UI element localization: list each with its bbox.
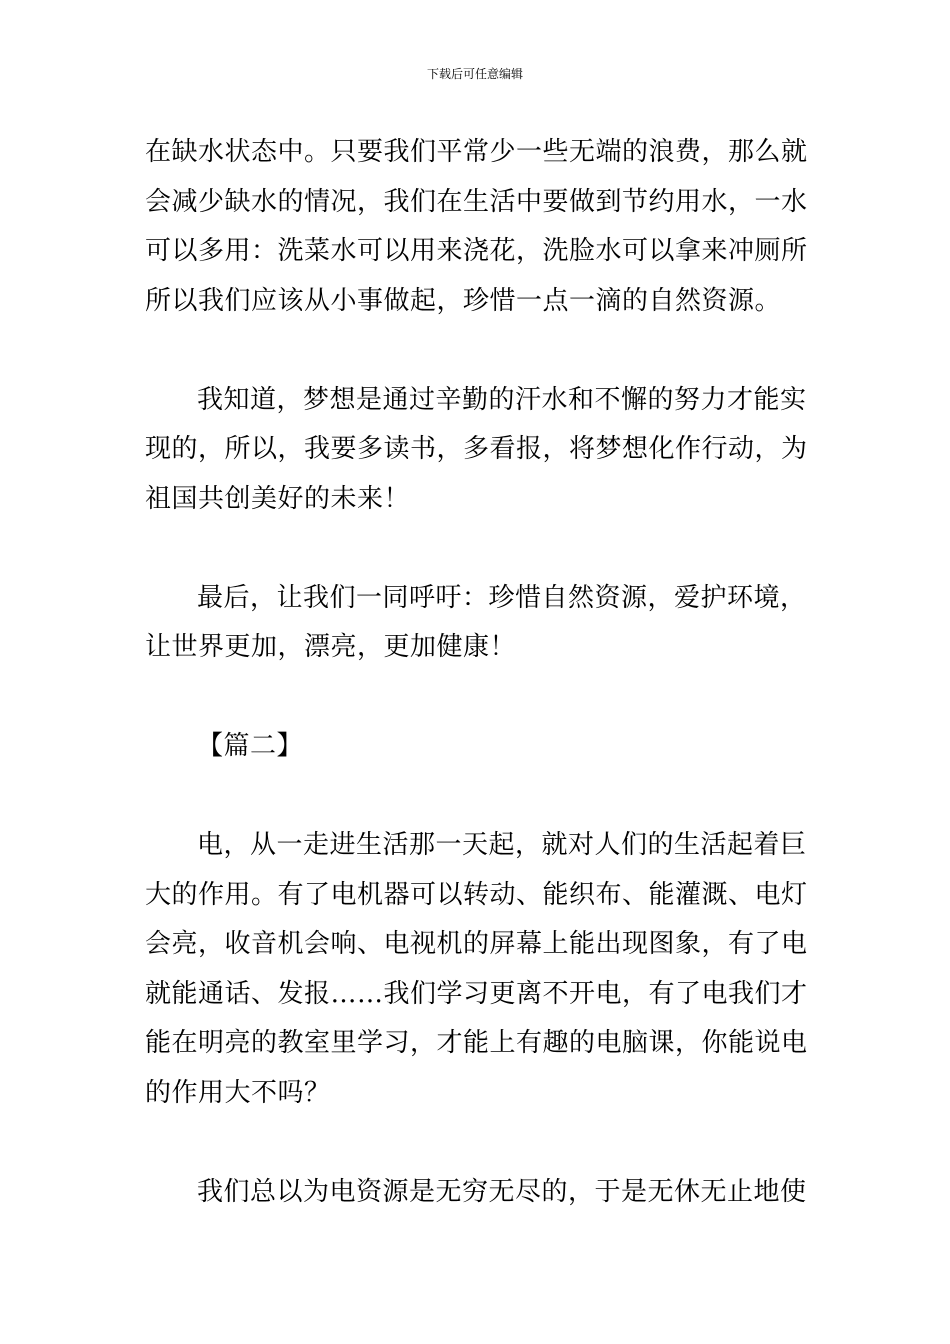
text-line: 可以多用：洗菜水可以用来浇花，洗脸水可以拿来冲厕所 bbox=[145, 236, 808, 266]
text-line: 电，从一走进生活那一天起，就对人们的生活起着巨 bbox=[197, 830, 807, 860]
text-line: 所以我们应该从小事做起，珍惜一点一滴的自然资源。 bbox=[145, 285, 782, 316]
paragraph bbox=[145, 128, 810, 326]
text-line: 【篇二】 bbox=[197, 731, 304, 761]
paragraph bbox=[145, 722, 810, 772]
text-line: 就能通话、发报……我们学习更离不开电，有了电我们才 bbox=[145, 978, 808, 1009]
text-line: 让世界更加，漂亮，更加健康！ bbox=[145, 632, 517, 662]
text-line: 我知道，梦想是通过辛勤的汗水和不懈的努力才能实 bbox=[197, 384, 807, 415]
text-line: 在缺水状态中。只要我们平常少一些无端的浪费，那么就 bbox=[145, 137, 808, 167]
paragraph bbox=[145, 821, 810, 1118]
header-note: 下载后可任意编辑 bbox=[426, 67, 523, 81]
text-line: 大的作用。有了电机器可以转动、能织布、能灌溉、电灯 bbox=[145, 879, 808, 910]
document-body bbox=[145, 128, 810, 1217]
text-line: 会减少缺水的情况，我们在生活中要做到节约用水，一水 bbox=[145, 186, 808, 217]
paragraph bbox=[145, 376, 810, 525]
paragraph bbox=[145, 1168, 810, 1218]
paragraph bbox=[145, 574, 810, 673]
page-header bbox=[0, 66, 950, 82]
text-line: 祖国共创美好的未来！ bbox=[145, 483, 411, 514]
text-line: 现的，所以，我要多读书，多看报，将梦想化作行动，为 bbox=[145, 434, 808, 464]
text-line: 能在明亮的教室里学习，才能上有趣的电脑课，你能说电 bbox=[145, 1028, 808, 1058]
text-line: 最后，让我们一同呼吁：珍惜自然资源，爱护环境， bbox=[197, 582, 807, 613]
text-line: 会亮，收音机会响、电视机的屏幕上能出现图象，有了电 bbox=[145, 929, 808, 959]
text-line: 的作用大不吗？ bbox=[145, 1077, 331, 1108]
text-line: 我们总以为电资源是无穷无尽的，于是无休无止地使 bbox=[197, 1176, 807, 1207]
